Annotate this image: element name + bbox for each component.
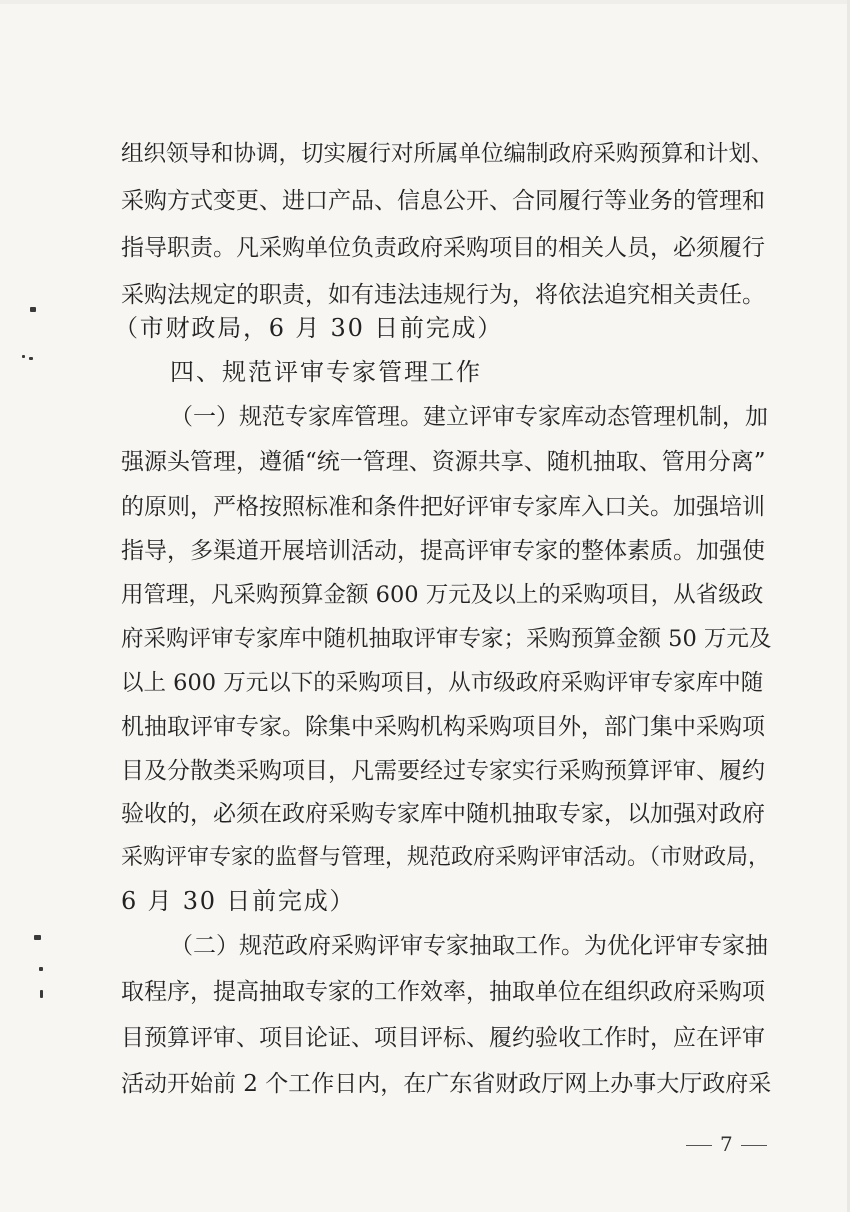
body-line: 取程序，提高抽取专家的工作效率，抽取单位在组织政府采购项 <box>121 979 765 1005</box>
body-line: 用管理，凡采购预算金额 600 万元及以上的采购项目，从省级政 <box>121 582 764 608</box>
body-line: 组织领导和协调，切实履行对所属单位编制政府采购预算和计划、 <box>121 141 774 167</box>
page-number <box>678 1132 775 1156</box>
page-number-dash-right <box>741 1145 767 1146</box>
scan-speck <box>40 990 43 998</box>
body-line: 府采购评审专家库中随机抽取评审专家；采购预算金额 50 万元及 <box>121 626 772 652</box>
body-line: 指导职责。凡采购单位负责政府采购项目的相关人员，必须履行 <box>121 235 765 261</box>
body-line: 目预算评审、项目论证、项目评标、履约验收工作时，应在评审 <box>121 1025 765 1051</box>
body-line: 活动开始前 2 个工作日内，在广东省财政厅网上办事大厅政府采 <box>121 1071 772 1097</box>
body-line: 验收的，必须在政府采购专家库中随机抽取专家，以加强对政府 <box>121 801 765 827</box>
body-line: 6 月 30 日前完成） <box>121 887 356 915</box>
body-line: 目及分散类采购项目，凡需要经过专家实行采购预算评审、履约 <box>121 758 765 784</box>
body-line: 指导，多渠道开展培训活动，提高评审专家的整体素质。加强使 <box>121 538 765 564</box>
body-line: 采购法规定的职责，如有违法违规行为，将依法追究相关责任。 <box>121 282 765 308</box>
page-number-value: 7 <box>720 1132 733 1156</box>
body-line: （一）规范专家库管理。建立评审专家库动态管理机制，加 <box>170 404 768 430</box>
body-line: 机抽取评审专家。除集中采购机构采购项目外，部门集中采购项 <box>121 714 765 740</box>
body-line: 采购方式变更、进口产品、信息公开、合同履行等业务的管理和 <box>121 188 765 214</box>
body-line: （市财政局，6 月 30 日前完成） <box>114 314 504 342</box>
body-line: 的原则，严格按照标准和条件把好评审专家库入口关。加强培训 <box>121 494 765 520</box>
scan-speck <box>22 355 25 358</box>
scan-speck <box>30 307 36 312</box>
section-heading: 四、规范评审专家管理工作 <box>170 358 482 386</box>
scan-speck <box>29 357 33 360</box>
scan-speck <box>34 935 41 940</box>
body-line: 以上 600 万元以下的采购项目，从市级政府采购评审专家库中随 <box>121 670 764 696</box>
body-line: 采购评审专家的监督与管理，规范政府采购评审活动。（市财政局， <box>121 845 771 870</box>
body-line: （二）规范政府采购评审专家抽取工作。为优化评审专家抽 <box>170 933 768 959</box>
body-line: 强源头管理，遵循“统一管理、资源共享、随机抽取、管用分离” <box>121 449 766 475</box>
page-number-dash-left <box>686 1145 712 1146</box>
scan-edge-top <box>0 0 850 4</box>
scan-speck <box>39 967 43 971</box>
